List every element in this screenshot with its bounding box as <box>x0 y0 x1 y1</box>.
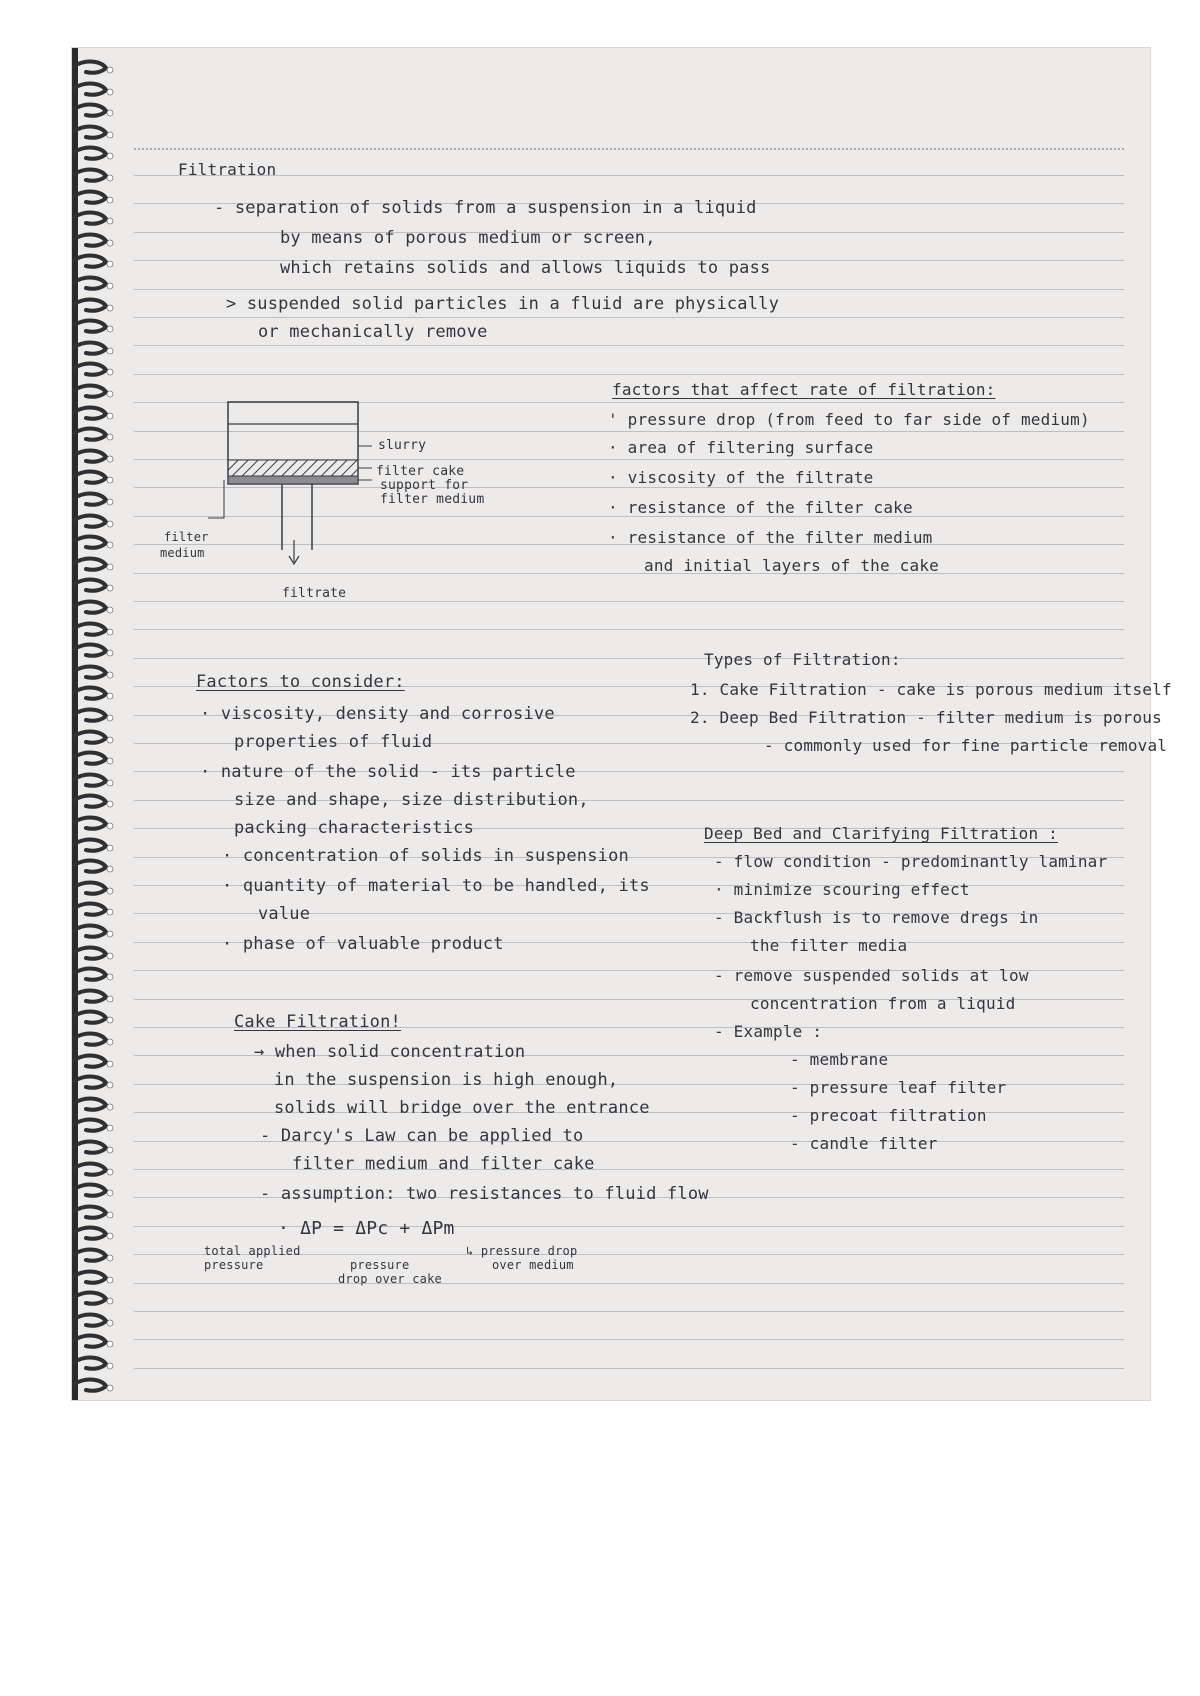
spiral-ring <box>74 840 106 851</box>
deep-bed-item-3: - Backflush is to remove dregs in <box>714 908 1039 927</box>
punch-hole <box>107 1104 113 1110</box>
spiral-ring <box>74 645 106 656</box>
punch-hole <box>107 521 113 527</box>
spiral-ring <box>74 213 106 224</box>
punch-hole <box>107 456 113 462</box>
cake-item-4: - Darcy's Law can be applied to <box>260 1126 584 1146</box>
spiral-ring <box>74 948 106 959</box>
spiral-ring <box>74 429 106 440</box>
punch-hole <box>107 1233 113 1239</box>
punch-hole <box>107 413 113 419</box>
spiral-ring <box>74 732 106 743</box>
punch-hole <box>107 348 113 354</box>
consider-heading: Factors to consider: <box>196 672 405 692</box>
label-filtrate: filtrate <box>282 586 347 601</box>
punch-hole <box>107 780 113 786</box>
label-support-1: support for <box>380 478 469 493</box>
punch-hole <box>107 1255 113 1261</box>
spiral-ring <box>74 62 106 73</box>
spiral-ring <box>74 472 106 483</box>
punch-hole <box>107 1125 113 1131</box>
rate-factor-2: · area of filtering surface <box>608 438 874 457</box>
punch-hole <box>107 369 113 375</box>
label-filter-cake: filter cake <box>376 464 465 479</box>
punch-hole <box>107 758 113 764</box>
spiral-ring <box>74 1164 106 1175</box>
ruled-line <box>134 1368 1124 1369</box>
spiral-ring <box>74 818 106 829</box>
spiral-ring <box>74 386 106 397</box>
punch-hole <box>107 175 113 181</box>
punch-hole <box>107 89 113 95</box>
spiral-ring <box>74 408 106 419</box>
rate-factors-heading: factors that affect rate of filtration: <box>612 380 996 399</box>
spiral-ring <box>74 170 106 181</box>
punch-hole <box>107 153 113 159</box>
definition-line-3: which retains solids and allows liquids to pass <box>280 258 771 278</box>
deep-bed-heading: Deep Bed and Clarifying Filtration : <box>704 824 1058 843</box>
deep-bed-item-9: - pressure leaf filter <box>790 1078 1007 1097</box>
ruled-line <box>134 317 1124 318</box>
cake-heading: Cake Filtration! <box>234 1012 401 1032</box>
consider-item-3: · nature of the solid - its particle <box>200 762 576 782</box>
deep-bed-item-7: - Example : <box>714 1022 823 1041</box>
punch-hole <box>107 866 113 872</box>
ruled-line <box>134 1339 1124 1340</box>
deep-bed-item-5: - remove suspended solids at low <box>714 966 1029 985</box>
punch-hole <box>107 672 113 678</box>
punch-hole <box>107 909 113 915</box>
spiral-ring <box>74 861 106 872</box>
cake-item-2: in the suspension is high enough, <box>274 1070 619 1090</box>
label-support-2: filter medium <box>380 492 485 507</box>
deep-bed-item-10: - precoat filtration <box>790 1106 987 1125</box>
label-filter-medium-2: medium <box>160 546 205 560</box>
spiral-ring <box>74 602 106 613</box>
ruled-line <box>134 601 1124 602</box>
spiral-ring <box>74 127 106 138</box>
ruled-line <box>134 629 1124 630</box>
spiral-ring <box>74 278 106 289</box>
label-total-applied-1: total applied <box>204 1244 301 1258</box>
punch-hole <box>107 585 113 591</box>
spiral-ring <box>74 1120 106 1131</box>
spiral-ring <box>74 688 106 699</box>
punch-hole <box>107 197 113 203</box>
types-heading: Types of Filtration: <box>704 650 901 669</box>
punch-hole <box>107 1363 113 1369</box>
spiral-ring <box>74 494 106 505</box>
spiral-ring <box>74 105 106 116</box>
consider-item-4: size and shape, size distribution, <box>234 790 589 810</box>
punch-hole <box>107 650 113 656</box>
punch-hole <box>107 931 113 937</box>
punch-hole <box>107 67 113 73</box>
deep-bed-item-11: - candle filter <box>790 1134 938 1153</box>
types-item-1: 1. Cake Filtration - cake is porous medium itself <box>690 680 1172 699</box>
spiral-ring <box>74 667 106 678</box>
rate-factor-1: ' pressure drop (from feed to far side of medium) <box>608 410 1090 429</box>
spiral-ring <box>74 256 106 267</box>
rate-factor-3: · viscosity of the filtrate <box>608 468 874 487</box>
punch-hole <box>107 629 113 635</box>
ruled-line <box>134 1169 1124 1170</box>
punch-hole <box>107 1341 113 1347</box>
punch-hole <box>107 607 113 613</box>
spiral-ring <box>74 904 106 915</box>
spiral-ring <box>74 1142 106 1153</box>
spiral-ring <box>74 1077 106 1088</box>
punch-hole <box>107 693 113 699</box>
definition-line-5: or mechanically remove <box>258 322 488 342</box>
punch-hole <box>107 326 113 332</box>
ruled-line <box>134 1283 1124 1284</box>
consider-item-7: · quantity of material to be handled, its <box>222 876 650 896</box>
punch-hole <box>107 715 113 721</box>
definition-line-4: > suspended solid particles in a fluid are physically <box>226 294 780 314</box>
punch-hole <box>107 953 113 959</box>
spiral-ring <box>74 1358 106 1369</box>
punch-hole <box>107 1082 113 1088</box>
spiral-ring <box>74 796 106 807</box>
punch-hole <box>107 218 113 224</box>
punch-hole <box>107 564 113 570</box>
consider-item-8: value <box>258 904 311 924</box>
rate-factor-4: · resistance of the filter cake <box>608 498 913 517</box>
label-total-applied-2: pressure <box>204 1258 264 1272</box>
deep-bed-item-6: concentration from a liquid <box>750 994 1016 1013</box>
label-medium-drop-2: over medium <box>492 1258 574 1272</box>
spiral-ring <box>74 1185 106 1196</box>
types-item-3: - commonly used for fine particle removal <box>764 736 1168 755</box>
spiral-ring <box>74 969 106 980</box>
punch-hole <box>107 240 113 246</box>
punch-hole <box>107 110 113 116</box>
cake-item-1: → when solid concentration <box>254 1042 526 1062</box>
punch-hole <box>107 1320 113 1326</box>
spiral-ring <box>74 1336 106 1347</box>
spiral-ring <box>74 624 106 635</box>
consider-item-9: · phase of valuable product <box>222 934 504 954</box>
punch-hole <box>107 477 113 483</box>
punch-hole <box>107 1385 113 1391</box>
punch-hole <box>107 888 113 894</box>
punch-hole <box>107 499 113 505</box>
spiral-ring <box>74 580 106 591</box>
spiral-ring <box>74 1380 106 1391</box>
rate-factor-6: and initial layers of the cake <box>644 556 939 575</box>
cake-item-5: filter medium and filter cake <box>292 1154 595 1174</box>
spiral-ring <box>74 775 106 786</box>
label-medium-drop-1: ↳ pressure drop <box>466 1244 578 1258</box>
definition-line-2: by means of porous medium or screen, <box>280 228 656 248</box>
spiral-ring <box>74 537 106 548</box>
consider-item-6: · concentration of solids in suspension <box>222 846 629 866</box>
label-slurry: slurry <box>378 438 427 453</box>
spiral-ring <box>74 710 106 721</box>
spiral-ring <box>74 516 106 527</box>
spiral-ring <box>74 343 106 354</box>
spiral-ring <box>74 926 106 937</box>
ruled-line <box>134 289 1124 290</box>
spiral-ring <box>74 1228 106 1239</box>
spiral-ring <box>74 1034 106 1045</box>
spiral-ring <box>74 364 106 375</box>
punch-hole <box>107 1277 113 1283</box>
spiral-ring <box>74 1315 106 1326</box>
consider-item-5: packing characteristics <box>234 818 475 838</box>
punch-hole <box>107 1039 113 1045</box>
deep-bed-item-1: - flow condition - predominantly laminar <box>714 852 1108 871</box>
spiral-ring <box>74 991 106 1002</box>
cake-item-6: - assumption: two resistances to fluid flow <box>260 1184 709 1204</box>
spiral-ring <box>74 300 106 311</box>
punch-hole <box>107 1298 113 1304</box>
consider-item-2: properties of fluid <box>234 732 433 752</box>
ruled-line <box>134 175 1124 176</box>
punch-hole <box>107 823 113 829</box>
punch-hole <box>107 1169 113 1175</box>
punch-hole <box>107 542 113 548</box>
label-filter-medium-1: filter <box>164 530 209 544</box>
spiral-ring <box>74 1272 106 1283</box>
spiral-ring <box>74 321 106 332</box>
punch-hole <box>107 974 113 980</box>
ruled-line <box>134 1311 1124 1312</box>
spiral-ring <box>74 883 106 894</box>
deep-bed-item-8: - membrane <box>790 1050 889 1069</box>
punch-hole <box>107 1147 113 1153</box>
spiral-ring <box>74 192 106 203</box>
punch-hole <box>107 1017 113 1023</box>
punch-hole <box>107 801 113 807</box>
rate-factor-5: · resistance of the filter medium <box>608 528 933 547</box>
punch-hole <box>107 1061 113 1067</box>
punch-hole <box>107 132 113 138</box>
spiral-ring <box>74 753 106 764</box>
cake-item-3: solids will bridge over the entrance <box>274 1098 650 1118</box>
definition-line-1: - separation of solids from a suspension in a liquid <box>214 198 757 218</box>
spiral-ring <box>74 1293 106 1304</box>
types-item-2: 2. Deep Bed Filtration - filter medium is porous <box>690 708 1162 727</box>
punch-hole <box>107 261 113 267</box>
ruled-line <box>134 658 1124 659</box>
spiral-ring <box>74 84 106 95</box>
label-cake-drop-1: pressure <box>350 1258 410 1272</box>
punch-hole <box>107 283 113 289</box>
spiral-ring <box>74 148 106 159</box>
spiral-ring <box>74 451 106 462</box>
punch-hole <box>107 1190 113 1196</box>
cake-equation: · ΔP = ΔPc + ΔPm <box>278 1218 455 1239</box>
deep-bed-item-2: · minimize scouring effect <box>714 880 970 899</box>
spiral-ring <box>74 1207 106 1218</box>
punch-hole <box>107 305 113 311</box>
punch-hole <box>107 1212 113 1218</box>
spiral-ring <box>74 235 106 246</box>
deep-bed-item-4: the filter media <box>750 936 908 955</box>
spiral-ring <box>74 1012 106 1023</box>
label-cake-drop-2: drop over cake <box>338 1272 442 1286</box>
spiral-ring <box>74 1099 106 1110</box>
punch-hole <box>107 434 113 440</box>
spiral-ring <box>74 1056 106 1067</box>
spiral-ring <box>74 559 106 570</box>
punch-hole <box>107 737 113 743</box>
spiral-ring <box>74 1250 106 1261</box>
punch-hole <box>107 845 113 851</box>
consider-item-1: · viscosity, density and corrosive <box>200 704 555 724</box>
punch-hole <box>107 996 113 1002</box>
punch-hole <box>107 391 113 397</box>
page-title: Filtration <box>178 160 277 179</box>
top-margin-line <box>134 148 1124 150</box>
